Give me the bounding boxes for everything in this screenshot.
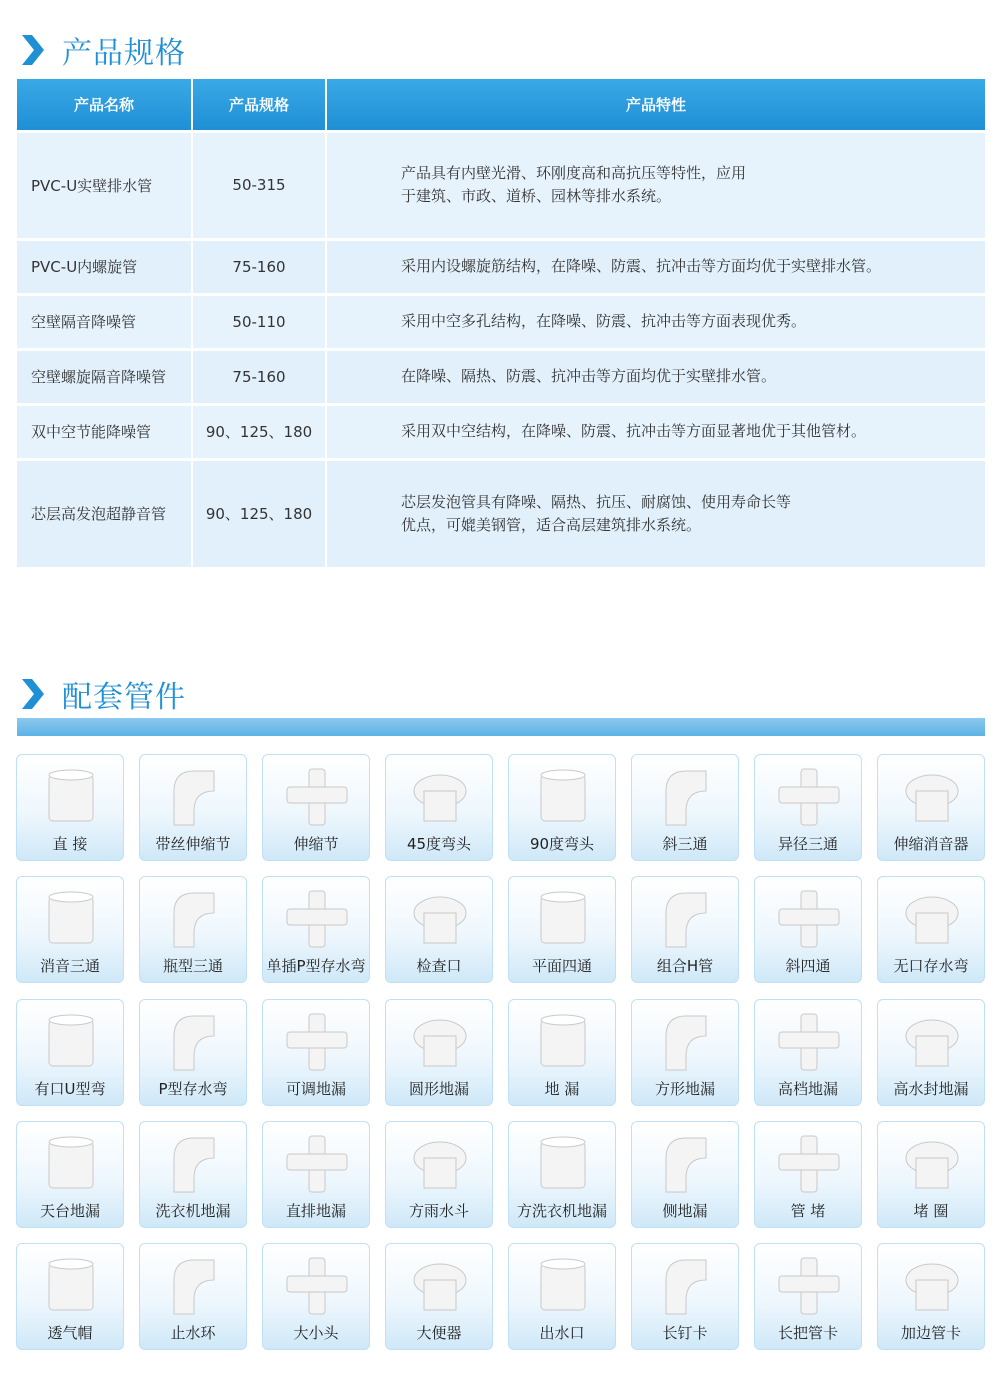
fitting-card: [508, 1121, 616, 1228]
chevron-right-icon: [18, 679, 44, 709]
fitting-label: 透气帽: [47, 1324, 93, 1342]
expansion-joint-icon: [277, 761, 357, 835]
fitting-label: 大小头: [293, 1324, 339, 1342]
high-seal-drain-icon: [892, 1006, 972, 1080]
row-spec: 75-160: [192, 239, 326, 294]
row-feature: 在降噪、隔热、防震、抗冲击等方面均优于实壁排水管。: [326, 349, 985, 404]
silencer-icon: [892, 761, 972, 835]
feature-line: 优点，可媲美钢管，适合高层建筑排水系统。: [401, 515, 702, 534]
fitting-label: 圆形地漏: [408, 1080, 469, 1098]
header-name: 产品名称: [17, 79, 192, 131]
premium-drain-icon: [769, 1006, 849, 1080]
fitting-label: 90度弯头: [529, 835, 595, 853]
fitting-label: 伸缩节: [293, 835, 339, 853]
square-washer-drain-icon: [523, 1128, 603, 1202]
feature-line: 于建筑、市政、道桥、园林等排水系统。: [401, 187, 672, 205]
fitting-label: 长钉卡: [662, 1324, 708, 1342]
flanged-clamp-icon: [892, 1250, 972, 1324]
header-feature: 产品特性: [326, 79, 985, 131]
p-trap-single-icon: [277, 883, 357, 957]
elbow-90-icon: [523, 761, 603, 835]
fitting-card: [16, 1121, 124, 1228]
row-feature: [326, 459, 985, 567]
row-name: 芯层高发泡超静音管: [17, 459, 192, 567]
table-row: [17, 294, 985, 349]
fitting-label: 直 接: [52, 835, 88, 853]
fitting-card: [508, 754, 616, 861]
fitting-card: [16, 754, 124, 861]
fitting-card: [385, 1121, 493, 1228]
section-title-text: 产品规格: [62, 36, 186, 71]
fitting-card: [385, 754, 493, 861]
water-stop-ring-icon: [154, 1250, 234, 1324]
fitting-card: [877, 754, 985, 861]
side-drain-icon: [646, 1128, 726, 1202]
section-title-text: 配套管件: [62, 680, 186, 715]
row-feature: 采用双中空结构，在降噪、防震、抗冲击等方面显著地优于其他管材。: [326, 404, 985, 459]
adjustable-drain-icon: [277, 1006, 357, 1080]
fitting-label: 止水环: [170, 1324, 216, 1342]
fitting-label: 洗衣机地漏: [155, 1202, 231, 1220]
fitting-label: 平面四通: [531, 957, 592, 975]
row-feature: [326, 131, 985, 239]
fitting-label: 方洗衣机地漏: [516, 1202, 607, 1220]
fitting-label: 高水封地漏: [893, 1080, 969, 1098]
h-pipe-icon: [646, 883, 726, 957]
fitting-card: [631, 1121, 739, 1228]
row-spec: 90、125、180: [192, 404, 326, 459]
fitting-label: 有口U型弯: [34, 1080, 106, 1098]
fitting-card: [877, 999, 985, 1106]
straight-coupling-icon: [31, 761, 111, 835]
fitting-card: [508, 876, 616, 983]
fitting-card: [385, 876, 493, 983]
feature-line: 产品具有内壁光滑、环刚度高和高抗压等特性，应用: [401, 164, 747, 182]
table-row: [17, 131, 985, 239]
y-tee-icon: [646, 761, 726, 835]
spec-table: [17, 79, 985, 567]
square-drain-icon: [646, 1006, 726, 1080]
long-handle-clamp-icon: [769, 1250, 849, 1324]
inspection-port-icon: [400, 883, 480, 957]
fitting-card: [631, 999, 739, 1106]
fitting-card: [754, 754, 862, 861]
fitting-card: [139, 876, 247, 983]
fitting-card: [262, 876, 370, 983]
fitting-label: 检查口: [416, 957, 462, 975]
nail-clamp-icon: [646, 1250, 726, 1324]
rain-hopper-icon: [400, 1128, 480, 1202]
fitting-label: 瓶型三通: [162, 957, 223, 975]
oblique-cross-icon: [769, 883, 849, 957]
floor-drain-icon: [523, 1006, 603, 1080]
header-spec: 产品规格: [192, 79, 326, 131]
washer-drain-icon: [154, 1128, 234, 1202]
fitting-card: [754, 876, 862, 983]
fittings-section-title: [18, 672, 186, 716]
vent-cap-icon: [31, 1250, 111, 1324]
roof-drain-icon: [31, 1128, 111, 1202]
reducer-icon: [277, 1250, 357, 1324]
direct-drain-icon: [277, 1128, 357, 1202]
seal-ring-icon: [892, 1128, 972, 1202]
fitting-label: 长把管卡: [777, 1324, 838, 1342]
table-row: [17, 404, 985, 459]
table-row: [17, 239, 985, 294]
row-spec: 50-110: [192, 294, 326, 349]
u-trap-icon: [892, 883, 972, 957]
fitting-label: 加边管卡: [900, 1324, 961, 1342]
pipe-cap-icon: [769, 1128, 849, 1202]
fitting-card: [631, 754, 739, 861]
fitting-card: [631, 876, 739, 983]
fitting-label: 侧地漏: [662, 1202, 708, 1220]
row-name: 空壁隔音降噪管: [17, 294, 192, 349]
section-divider-bar: [17, 718, 985, 736]
toilet-connector-icon: [400, 1250, 480, 1324]
fitting-card: [877, 1243, 985, 1350]
bottle-tee-icon: [154, 883, 234, 957]
row-name: 双中空节能降噪管: [17, 404, 192, 459]
cross-icon: [523, 883, 603, 957]
round-drain-icon: [400, 1006, 480, 1080]
fitting-label: 可调地漏: [285, 1080, 346, 1098]
feature-line: 芯层发泡管具有降噪、隔热、抗压、耐腐蚀、使用寿命长等: [401, 492, 792, 511]
chevron-right-icon: [18, 35, 44, 65]
fitting-label: 斜三通: [662, 835, 708, 853]
outlet-icon: [523, 1250, 603, 1324]
fitting-card: [139, 1243, 247, 1350]
fitting-label: 消音三通: [39, 957, 100, 975]
fitting-card: [754, 1243, 862, 1350]
fitting-label: 无口存水弯: [893, 957, 969, 975]
row-feature: 采用内设螺旋筋结构，在降噪、防震、抗冲击等方面均优于实壁排水管。: [326, 239, 985, 294]
fitting-card: [262, 1243, 370, 1350]
fitting-label: 异径三通: [777, 835, 838, 853]
fitting-card: [16, 999, 124, 1106]
row-name: PVC-U内螺旋管: [17, 239, 192, 294]
fitting-card: [262, 999, 370, 1106]
fitting-label: 单插P型存水弯: [266, 957, 366, 975]
elbow-45-icon: [400, 761, 480, 835]
fitting-card: [262, 1121, 370, 1228]
row-spec: 50-315: [192, 131, 326, 239]
fitting-label: 伸缩消音器: [893, 835, 969, 853]
fitting-card: [631, 1243, 739, 1350]
fitting-card: [139, 754, 247, 861]
row-name: 空壁螺旋隔音降噪管: [17, 349, 192, 404]
table-row: [17, 459, 985, 567]
fitting-card: [262, 754, 370, 861]
fitting-label: 斜四通: [785, 957, 831, 975]
fitting-label: 堵 圈: [913, 1202, 949, 1220]
fitting-label: P型存水弯: [158, 1080, 228, 1098]
fitting-card: [754, 999, 862, 1106]
fitting-card: [385, 1243, 493, 1350]
fitting-card: [139, 1121, 247, 1228]
fitting-card: [754, 1121, 862, 1228]
fitting-card: [508, 999, 616, 1106]
row-name: PVC-U实壁排水管: [17, 131, 192, 239]
fitting-card: [16, 876, 124, 983]
table-header-row: [17, 79, 985, 131]
fitting-label: 方形地漏: [654, 1080, 715, 1098]
fitting-label: 组合H管: [656, 957, 714, 975]
row-feature: 采用中空多孔结构，在降噪、防震、抗冲击等方面表现优秀。: [326, 294, 985, 349]
u-bend-port-icon: [31, 1006, 111, 1080]
table-row: [17, 349, 985, 404]
fitting-card: [508, 1243, 616, 1350]
fitting-label: 带丝伸缩节: [155, 835, 231, 853]
fitting-card: [16, 1243, 124, 1350]
fitting-label: 出水口: [539, 1324, 585, 1342]
row-spec: 75-160: [192, 349, 326, 404]
p-trap-icon: [154, 1006, 234, 1080]
silencer-tee-icon: [31, 883, 111, 957]
fitting-label: 大便器: [416, 1324, 462, 1342]
row-spec: 90、125、180: [192, 459, 326, 567]
threaded-expansion-joint-icon: [154, 761, 234, 835]
fitting-label: 地 漏: [544, 1080, 580, 1098]
fitting-label: 高档地漏: [777, 1080, 838, 1098]
fitting-card: [877, 1121, 985, 1228]
fitting-label: 45度弯头: [406, 835, 472, 853]
fitting-card: [139, 999, 247, 1106]
fitting-label: 天台地漏: [39, 1202, 100, 1220]
fitting-label: 方雨水斗: [408, 1202, 469, 1220]
reducing-tee-icon: [769, 761, 849, 835]
fitting-card: [385, 999, 493, 1106]
fitting-card: [877, 876, 985, 983]
fitting-label: 管 堵: [790, 1202, 826, 1220]
specs-section-title: [18, 28, 186, 72]
fitting-label: 直排地漏: [285, 1202, 346, 1220]
